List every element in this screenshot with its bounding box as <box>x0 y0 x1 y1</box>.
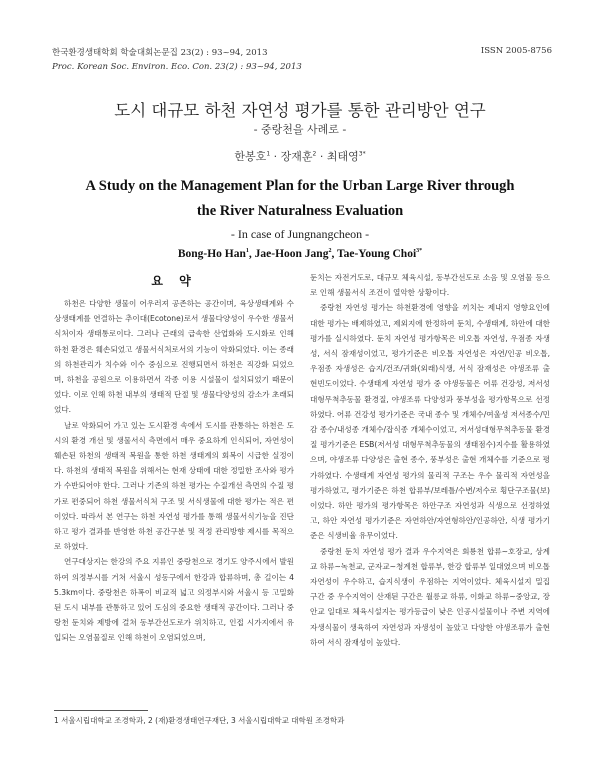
right-column <box>310 270 550 650</box>
paragraph: 중랑천 자연성 평가는 하천환경에 영향을 끼치는 제내지 영향요인에 대한 평가는 배제하였고, 제외지에 한정하여 둔치, 수생태계, 하안에 대한 평가를 실시하였다. 둔치 자연성 평가항목은 비오톱 자연성, 우점종 자생성, 서식 잠재성이었고, 평가기준은 비오톱 자연성은 자연/인공 비오톱, 우점종 자생성은 습지/건조/귀화(외래)식생, 서식 잠재성은 야생조류 출현빈도이었다. 수생태계 자연성 평가 중 야생동물은 어류 건강성, 저서성대형무척추동물 환경질, 야생조류 다양성과 풍부성을 평가항목으로 선정하였다. 어류 건강성 평가기준은 국내 종수 및 개체수/여울성 저서종수/민감 종수/내성종 개체수/잡식종 개체수이었고, 저서성대형무척추동물 환경질 평가기준은 ESB(저서성 대형무척추동물의 생태점수)지수를 활용하였으며, 야생조류 다양성은 출현 종수, 풍부성은 출현 개체수를 기준으로 평가하였다. 수생태계 자연성 평가의 물리적 구조는 우수 물리적 자연성을 평가하였고, 평가기준은 하천 합류부/보레틀/수변/저수로 횡단구조물(보)이었다. 하안 평가의 평가항목은 하안구조 자연성과 식생으로 선정하였고, 하안 자연성 평가기준은 자연하안/자연형하안/인공하안, 식생 평가기준은 식생비율 유무이었다. <box>310 303 550 541</box>
right-column-text <box>310 270 550 650</box>
author-en-1-affil: 1 <box>245 248 249 255</box>
paragraph: 둔치는 자전거도로, 대규모 체육시설, 동부간선도로 소음 및 오염물 등으로 인해 생물서식 조건이 열악한 상황이다. <box>310 273 550 298</box>
author-en-2: Jae-Hoon Jang <box>254 248 329 260</box>
author-ko-3-affil: 3* <box>358 150 366 158</box>
korean-authors: 한봉호$^1$ · 장재훈$^2$ · 최태영$^{3*}$ <box>234 150 366 163</box>
author-en-1: Bong-Ho Han <box>177 248 246 260</box>
author-ko-1: 한봉호 <box>234 150 267 163</box>
journal-header <box>52 46 302 74</box>
author-ko-1-affil: 1 <box>266 150 271 158</box>
paragraph: 연구대상지는 한강의 주요 지류인 중랑천으로 경기도 양주시에서 발원하여 의정부시를 거쳐 서울시 성동구에서 한강과 합류하며, 총 길이는 45.3km이다. 중랑천은 하폭이 비교적 넓고 의정부시와 서울시 등 고밀화된 도시 내부를 관통하고 있어 도심의 중요한 생태적 공간이다. 그러나 중랑천 둔치와 제방에 걸쳐 동부간선도로가 위치하고, 인접 시가지에서 유입되는 오염물질로 인해 하천이 오염되었으며, <box>54 557 294 643</box>
paragraph: 하천은 다양한 생물이 어우러져 공존하는 공간이며, 육상생태계와 수상생태계를 연결하는 추이대(Ecotone)로서 생물다양성이 우수한 생물서식처이자 생태통로이다. 그러나 근래의 급속한 산업화와 도시화로 인해 하천 환경은 훼손되었고 생물서식처로서의 기능이 악화되었다. 이는 종래의 하천관리가 치수와 이수 중심으로 진행되면서 하천은 직강화 되었으며, 하천을 공원으로 이용하면서 각종 이용 시설물이 설치되었기 때문이었다. 이로 인해 하천 내부의 생태적 단절 및 생물다양성의 감소가 초래되었다. <box>54 299 294 415</box>
author-en-3: Tae-Young Choi <box>337 248 417 260</box>
korean-subtitle: - 중랑천을 사례로 - <box>253 123 347 136</box>
left-column <box>54 270 294 646</box>
paragraph: 날로 악화되어 가고 있는 도시환경 속에서 도시를 관통하는 하천은 도시의 환경 개선 및 생물서식 측면에서 매우 중요하게 인식되어, 자연성이 훼손된 하천의 생태적 복원을 통한 하천 생태계의 회복이 시급한 실정이다. 하천의 생태적 복원을 위해서는 현재 상태에 대한 정밀한 조사와 평가가 수반되어야 한다. 그러나 기존의 하천 평가는 수질개선 측면의 수질 평가로 편중되어 하천 생물서식처 구조 및 서식생물에 대한 평가는 적은 편이었다. 따라서 본 연구는 하천 자연성 평가를 통해 생물서식기능을 진단하고 평가 결과를 반영한 하천 공간구분 및 적정 관리방향 제시를 목적으로 하였다. <box>54 420 294 552</box>
author-ko-2-affil: 2 <box>312 150 317 158</box>
journal-en: Proc. Korean Soc. Environ. Eco. Con. 23(2) : 93~94, 2013 <box>52 62 302 72</box>
issn: ISSN 2005-8756 <box>480 46 552 56</box>
english-title-line2: the River Naturalness Evaluation <box>196 203 404 219</box>
left-column-text <box>54 296 294 646</box>
footnote-divider <box>54 710 148 711</box>
korean-title: 도시 대규모 하천 자연성 평가를 통한 관리방안 연구 <box>114 101 486 120</box>
english-authors: Bong-Ho Han$^1$, Jae-Hoon Jang$^2$, Tae-Young Choi$^{3*}$ <box>177 248 423 260</box>
english-subtitle: - In case of Jungnangcheon - <box>230 227 370 241</box>
footnote: 1 서울시립대학교 조경학과, 2 (재)환경생태연구재단, 3 서울시립대학교 대학원 조경학과 <box>54 716 345 725</box>
author-en-3-affil: 3* <box>416 248 423 255</box>
english-title <box>0 174 600 224</box>
journal-ko: 한국환경생태학회 학술대회논문집 23(2) : 93~94, 2013 <box>52 48 268 58</box>
author-en-2-affil: 2 <box>328 248 332 255</box>
english-title-line1: A Study on the Management Plan for the Urban Large River through <box>85 178 515 194</box>
author-ko-3: 최태영 <box>326 150 359 163</box>
abstract-heading: 요 약 <box>151 274 197 288</box>
paragraph: 중랑천 둔치 자연성 평가 결과 우수지역은 회룡천 합류~호장교, 상계교 하류~녹천교, 군자교~청계천 합류부, 한강 합류부 일대였으며 비오톱 자연성이 우수하고, 습지식생이 우점하는 지역이었다. 체육시설지 밀집 구간 중 우수지역이 산재된 구간은 월릉교 하류, 이화교 하류~중앙교, 장안교 일대로 체육시설지는 평가등급이 낮은 인공시설물이나 주변 지역에 자생식물이 생육하여 자연성과 자생성이 높았고 다양한 야생조류가 출현하여 서식 잠재성이 높았다. <box>310 546 550 647</box>
author-ko-2: 장재훈 <box>280 150 313 163</box>
